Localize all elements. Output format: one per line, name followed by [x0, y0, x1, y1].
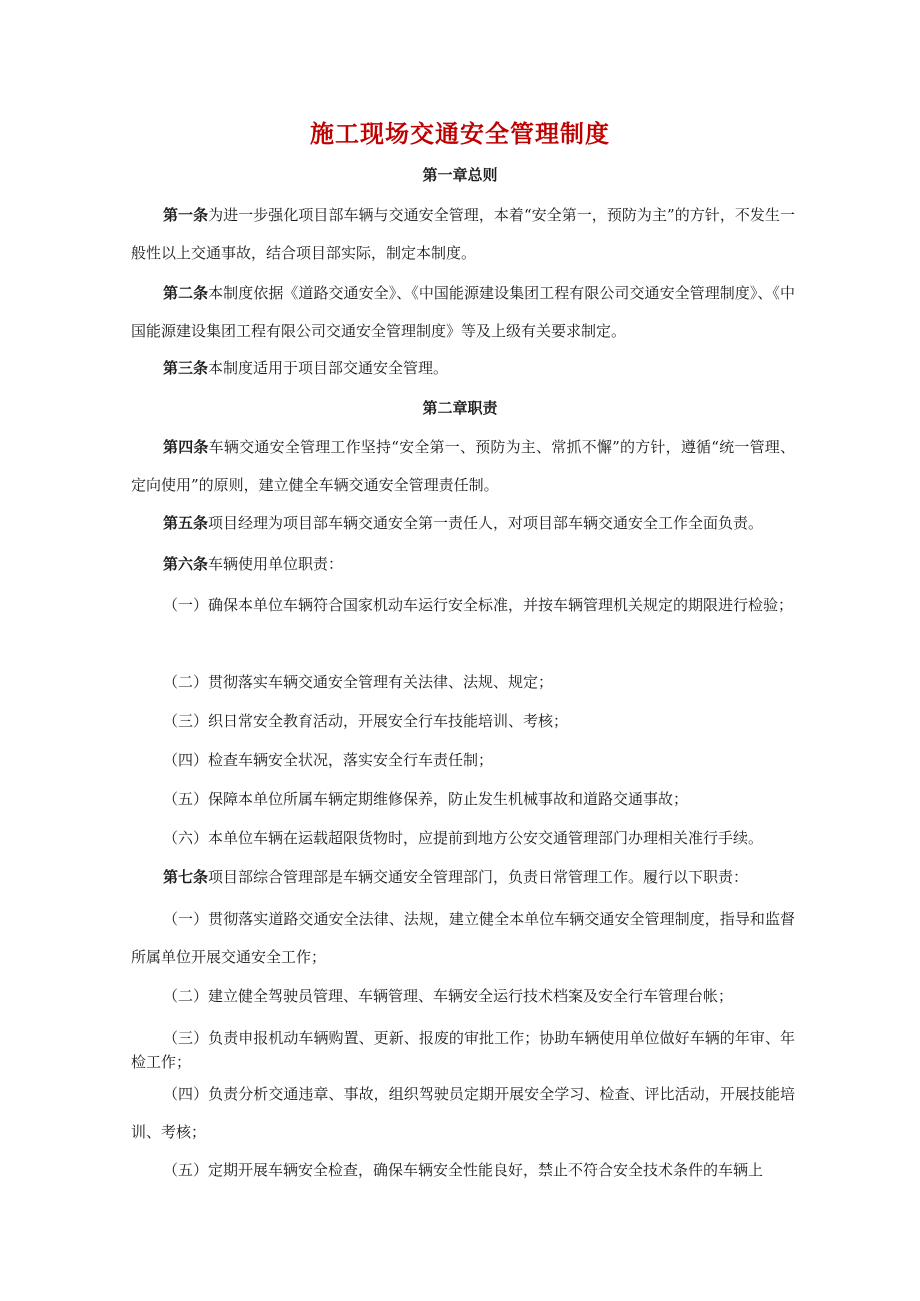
- article-text: 本制度适用于项目部交通安全管理。: [208, 359, 449, 377]
- article-label: 第四条: [163, 438, 209, 456]
- list-item: （一）贯彻落实道路交通安全法律、法规，建立健全本单位车辆交通安全管理制度，指导和监督所属单位开展交通安全工作；: [131, 910, 795, 966]
- article-text: 项目部综合管理部是车辆交通安全管理部门，负责日常管理工作。履行以下职责：: [208, 868, 749, 886]
- article-6: [131, 553, 795, 575]
- article-label: 第二条: [163, 284, 209, 302]
- article-7: [131, 866, 795, 888]
- article-text: 车辆交通安全管理工作坚持“安全第一、预防为主、常抓不懈”的方针，遵循“统一管理、定向使用”的原则，建立健全车辆交通安全管理责任制。: [131, 438, 795, 494]
- article-4: [131, 428, 795, 504]
- article-text: 为进一步强化项目部车辆与交通安全管理，本着“安全第一，预防为主”的方针，不发生一般性以上交通事故，结合项目部实际，制定本制度。: [131, 206, 795, 262]
- list-item: （四）负责分析交通违章、事故，组织驾驶员定期开展安全学习、检查、评比活动，开展技能培训、考核；: [131, 1085, 795, 1141]
- article-5: [131, 512, 795, 534]
- article-text: 项目经理为项目部车辆交通安全第一责任人，对项目部车辆交通安全工作全面负责。: [208, 514, 764, 532]
- article-3: [131, 357, 795, 379]
- list-item: （六）本单位车辆在运载超限货物时，应提前到地方公安交通管理部门办理相关准行手续。: [163, 829, 764, 847]
- list-item: （四）检查车辆安全状况，落实安全行车责任制；: [163, 751, 494, 769]
- list-item: （五）保障本单位所属车辆定期维修保养，防止发生机械事故和道路交通事故；: [163, 790, 689, 808]
- list-item: （三）负责申报机动车辆购置、更新、报废的审批工作；协助车辆使用单位做好车辆的年审、年检工作；: [131, 1029, 795, 1071]
- list-item: （三）织日常安全教育活动，开展安全行车技能培训、考核；: [163, 712, 569, 730]
- article-label: 第一条: [163, 206, 209, 224]
- list-item: （二）贯彻落实车辆交通安全管理有关法律、法规、规定；: [163, 673, 554, 691]
- list-item: （一）确保本单位车辆符合国家机动车运行安全标准，并按车辆管理机关规定的期限进行检验；: [163, 596, 794, 614]
- article-2: [131, 274, 795, 350]
- document-title: 施工现场交通安全管理制度: [310, 119, 610, 148]
- article-label: 第五条: [163, 514, 209, 532]
- article-text: 车辆使用单位职责：: [208, 555, 344, 573]
- list-item: （二）建立健全驾驶员管理、车辆管理、车辆安全运行技术档案及安全行车管理台帐；: [163, 987, 734, 1005]
- chapter-heading: 第一章总则: [422, 166, 498, 184]
- article-label: 第七条: [163, 868, 209, 886]
- article-text: 本制度依据《道路交通安全》、《中国能源建设集团工程有限公司交通安全管理制度》、《中国能源建设集团工程有限公司交通安全管理制度》等及上级有关要求制定。: [131, 284, 795, 340]
- list-item: （五）定期开展车辆安全检查，确保车辆安全性能良好，禁止不符合安全技术条件的车辆上: [163, 1161, 764, 1179]
- article-label: 第六条: [163, 555, 209, 573]
- article-1: [131, 196, 795, 272]
- article-label: 第三条: [163, 359, 209, 377]
- chapter-heading: 第二章职责: [422, 399, 498, 417]
